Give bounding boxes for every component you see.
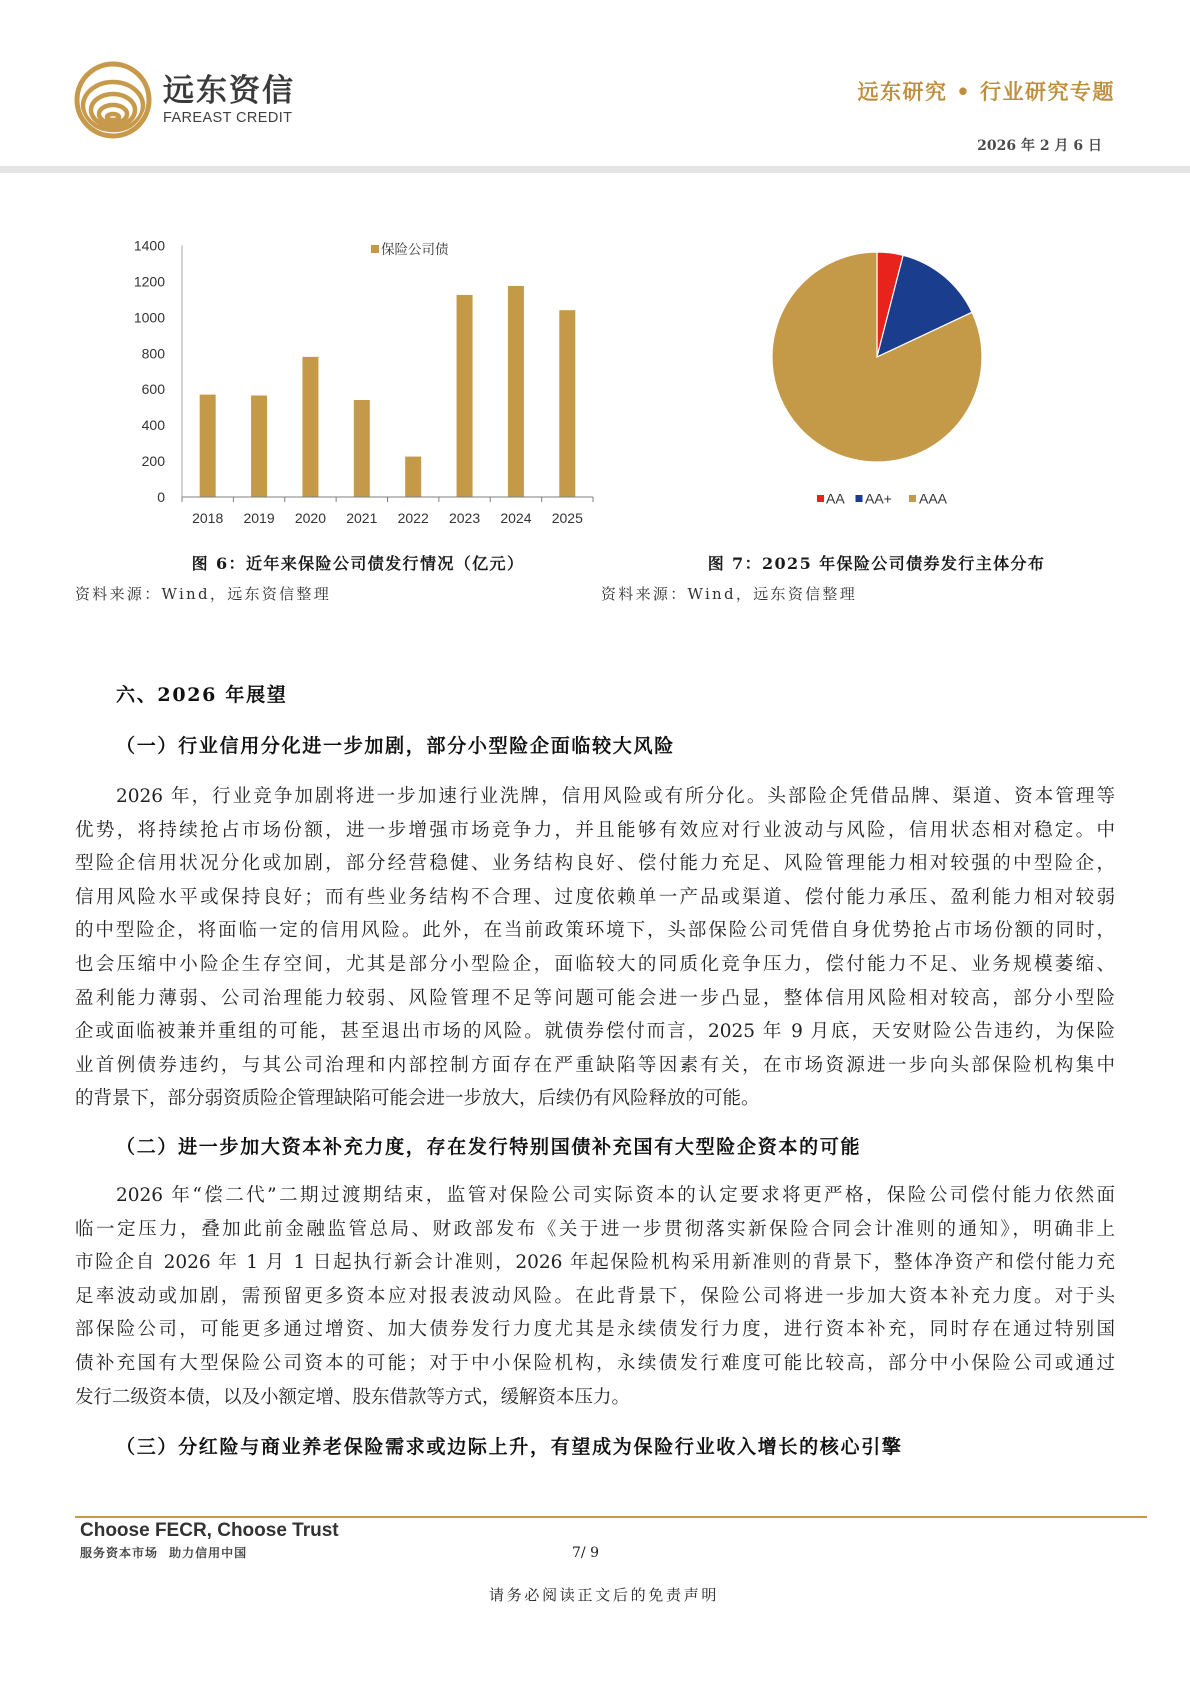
- figure-6-caption: 图 6：近年来保险公司债发行情况（亿元）: [191, 554, 525, 573]
- y-tick-label: 1200: [133, 273, 165, 290]
- brand-subtitle: FAREAST CREDIT: [163, 110, 293, 126]
- bar-2021: [354, 400, 370, 497]
- subsection-heading-2: （二）进一步加大资本补充力度，存在发行特别国债补充国有大型险企资本的可能: [116, 1136, 862, 1158]
- paragraph-line: 业首例债券违约，与其公司治理和内部控制方面存在严重缺陷等因素有关，在市场资源进一步向头部保险机构集中: [75, 1054, 1115, 1076]
- y-tick-label: 1400: [133, 237, 165, 254]
- subsection-heading-3: （三）分红险与商业养老保险需求或边际上升，有望成为保险行业收入增长的核心引擎: [116, 1436, 903, 1458]
- paragraph-line: 债补充国有大型保险公司资本的可能；对于中小保险机构，永续债发行难度可能比较高，部分中小保险公司或通过: [75, 1352, 1115, 1374]
- y-tick-label: 0: [157, 489, 165, 505]
- disclaimer-note: 请务必阅读正文后的免责声明: [489, 1586, 720, 1604]
- legend-swatch: [371, 245, 379, 253]
- y-tick-label: 800: [141, 345, 165, 362]
- x-tick-label: 2018: [192, 510, 224, 526]
- section-title: 六、2026 年展望: [116, 684, 288, 706]
- paragraph-line: 盈利能力薄弱、公司治理能力较弱、风险管理不足等问题可能会进一步凸显，整体信用风险相对较高，部分小型险: [75, 987, 1115, 1009]
- legend-swatch: [856, 495, 863, 502]
- footer-slogan-chinese: 服务资本市场 助力信用中国: [80, 1546, 248, 1560]
- fecr-logo-icon: [71, 58, 155, 142]
- y-tick-label: 400: [141, 417, 165, 434]
- report-series-title: 远东研究 • 行业研究专题: [857, 79, 1115, 104]
- paragraph-line: 的中型险企，将面临一定的信用风险。此外，在当前政策环境下，头部保险公司凭借自身优势抢占市场份额的同时，: [75, 920, 1115, 942]
- footer-divider: [75, 1516, 1147, 1518]
- paragraph-line: 市险企自 2026 年 1 月 1 日起执行新会计准则，2026 年起保险机构采用新准则的背景下，整体净资产和偿付能力充: [75, 1252, 1115, 1274]
- bar-2023: [457, 295, 473, 497]
- paragraph-2: [75, 1179, 1115, 1414]
- header-divider: [0, 166, 1190, 173]
- paragraph-line: 信用风险水平或保持良好；而有些业务结构不合理、过度依赖单一产品或渠道、偿付能力承压、盈利能力相对较弱: [75, 886, 1115, 908]
- y-tick-label: 600: [141, 381, 165, 398]
- pie-chart: [700, 220, 1080, 520]
- paragraph-line: 发行二级资本债，以及小额定增、股东借款等方式，缓解资本压力。: [75, 1386, 631, 1408]
- paragraph-line: 的背景下，部分弱资质险企管理缺陷可能会进一步放大，后续仍有风险释放的可能。: [75, 1088, 760, 1110]
- paragraph-line: 2026 年“偿二代”二期过渡期结束，监管对保险公司实际资本的认定要求将更严格，保险公司偿付能力依然面: [116, 1185, 1115, 1206]
- legend-label: AA: [826, 490, 845, 507]
- bar-2025: [559, 310, 575, 497]
- x-tick-label: 2021: [346, 510, 378, 526]
- paragraph-line: 足率波动或加剧，需预留更多资本应对报表波动风险。在此背景下，保险公司将进一步加大资本补充力度。对于头: [75, 1285, 1115, 1307]
- figure-6-source: 资料来源：Wind，远东资信整理: [75, 585, 332, 603]
- legend-swatch: [817, 495, 824, 502]
- brand-name: 远东资信: [163, 73, 295, 109]
- paragraph-line: 临一定压力，叠加此前金融监管总局、财政部发布《关于进一步贯彻落实新保险合同会计准则的通知》，明确非上: [75, 1218, 1115, 1240]
- footer-slogan-english: Choose FECR, Choose Trust: [80, 1520, 339, 1541]
- legend-swatch: [909, 495, 916, 502]
- paragraph-line: 部保险公司，可能更多通过增资、加大债券发行力度尤其是永续债发行力度，进行资本补充，同时存在通过特别国: [75, 1319, 1115, 1341]
- paragraph-line: 也会压缩中小险企生存空间，尤其是部分小型险企，面临较大的同质化竞争压力，偿付能力不足、业务规模萎缩、: [75, 953, 1115, 975]
- figure-7-source: 资料来源：Wind，远东资信整理: [601, 585, 858, 603]
- paragraph-line: 优势，将持续抢占市场份额，进一步增强市场竞争力，并且能够有效应对行业波动与风险，信用状态相对稳定。中: [75, 819, 1115, 841]
- x-tick-label: 2019: [243, 510, 275, 526]
- x-tick-label: 2024: [500, 510, 532, 526]
- page-number: 7/ 9: [572, 1545, 599, 1561]
- paragraph-line: 型险企信用状况分化或加剧，部分经营稳健、业务结构良好、偿付能力充足、风险管理能力相对较强的中型险企，: [75, 853, 1115, 875]
- bar-2024: [508, 286, 524, 497]
- x-tick-label: 2023: [448, 510, 481, 526]
- paragraph-line: 企或面临被兼并重组的可能，甚至退出市场的风险。就债券偿付而言，2025 年 9 月底，天安财险公告违约，为保险: [75, 1021, 1115, 1043]
- subsection-heading-1: （一）行业信用分化进一步加剧，部分小型险企面临较大风险: [116, 735, 675, 757]
- paragraph-line: 2026 年，行业竞争加剧将进一步加速行业洗牌，信用风险或有所分化。头部险企凭借品牌、渠道、资本管理等: [116, 786, 1115, 807]
- bar-chart: [100, 220, 620, 540]
- x-tick-label: 2025: [551, 510, 583, 526]
- bar-2018: [200, 395, 216, 497]
- bar-2020: [302, 357, 318, 497]
- report-date: 2026 年 2 月 6 日: [977, 138, 1102, 154]
- x-tick-label: 2020: [294, 510, 327, 526]
- bar-2019: [251, 396, 267, 497]
- paragraph-1: [75, 780, 1115, 1116]
- bar-2022: [405, 457, 421, 497]
- legend-label: AA+: [865, 490, 892, 507]
- legend-label: 保险公司债: [381, 242, 449, 257]
- figure-7-caption: 图 7：2025 年保险公司债券发行主体分布: [707, 554, 1046, 573]
- y-tick-label: 200: [141, 453, 165, 470]
- legend-label: AAA: [919, 490, 948, 507]
- x-tick-label: 2022: [397, 510, 429, 526]
- y-tick-label: 1000: [133, 309, 165, 326]
